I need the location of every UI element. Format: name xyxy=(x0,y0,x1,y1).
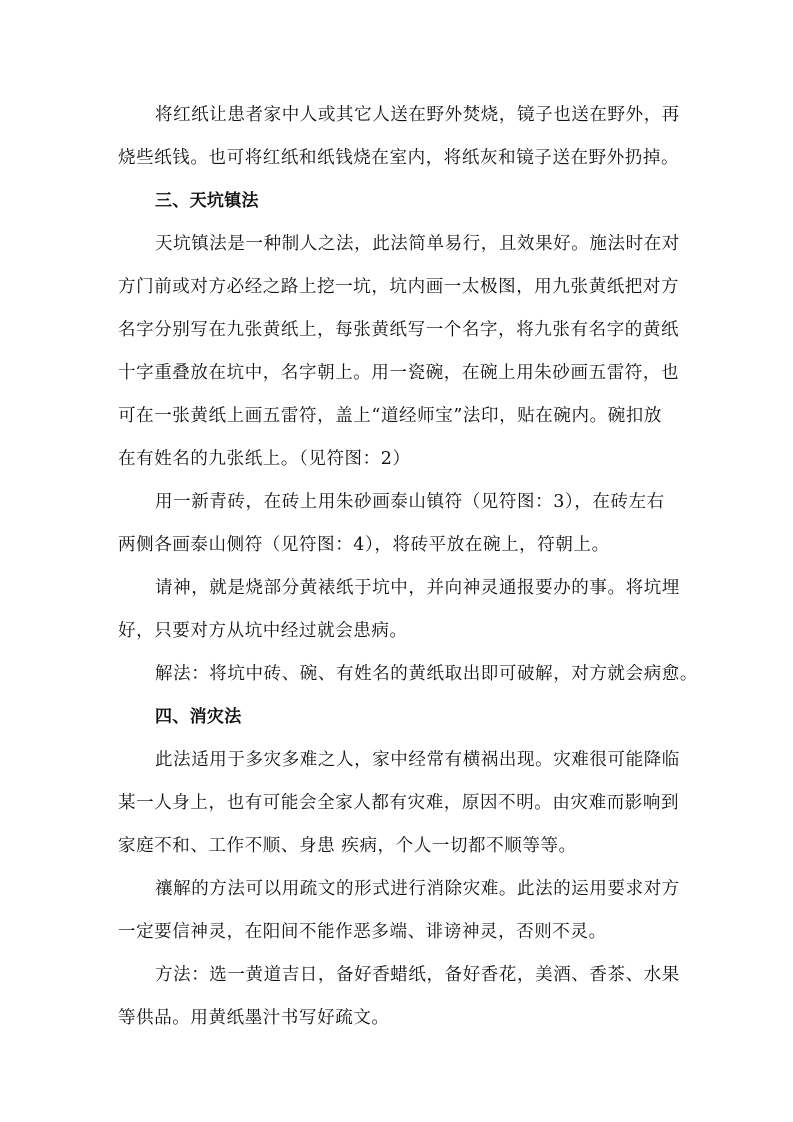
paragraph-line: 将红纸让患者家中人或其它人送在野外焚烧，镜子也送在野外，再 xyxy=(155,105,680,125)
paragraph-line: 十字重叠放在坑中，名字朝上。用一瓷碗，在碗上用朱砂画五雷符，也 xyxy=(118,363,680,383)
paragraph-line: 好，只要对方从坑中经过就会患病。 xyxy=(118,621,408,641)
paragraph-line: 此法适用于多灾多难之人，家中经常有横祸出现。灾难很可能降临 xyxy=(155,750,680,770)
paragraph-line: 某一人身上，也有可能会全家人都有灾难，原因不明。由灾难而影响到 xyxy=(118,793,680,813)
section-heading: 三、天坑镇法 xyxy=(155,191,259,211)
paragraph-line: 在有姓名的九张纸上。（见符图：2） xyxy=(118,449,411,469)
paragraph-line: 两侧各画泰山侧符（见符图：4），将砖平放在碗上，符朝上。 xyxy=(118,535,610,555)
paragraph-line: 名字分别写在九张黄纸上，每张黄纸写一个名字，将九张有名字的黄纸 xyxy=(118,320,680,340)
paragraph-line: 请神，就是烧部分黄裱纸于坑中，并向神灵通报要办的事。将坑埋 xyxy=(155,578,680,598)
section-heading: 四、消灾法 xyxy=(155,707,242,727)
paragraph-line: 禳解的方法可以用疏文的形式进行消除灾难。此法的运用要求对方 xyxy=(155,879,680,899)
paragraph-line: 方门前或对方必经之路上挖一坑，坑内画一太极图，用九张黄纸把对方 xyxy=(118,277,680,297)
paragraph-line: 天坑镇法是一种制人之法，此法简单易行，且效果好。施法时在对 xyxy=(155,234,680,254)
paragraph-line: 用一新青砖，在砖上用朱砂画泰山镇符（见符图：3），在砖左右 xyxy=(155,492,665,512)
paragraph-line: 等供品。用黄纸墨汁书写好疏文。 xyxy=(118,1008,390,1028)
paragraph-line: 一定要信神灵，在阳间不能作恶多端、诽谤神灵，否则不灵。 xyxy=(118,922,607,942)
paragraph-line: 解法：将坑中砖、碗、有姓名的黄纸取出即可破解，对方就会病愈。 xyxy=(155,664,698,684)
paragraph-line: 家庭不和、工作不顺、身患 疾病，个人一切都不顺等等。 xyxy=(118,836,577,856)
paragraph-line: 方法：选一黄道吉日，备好香蜡纸，备好香花，美酒、香茶、水果 xyxy=(155,965,680,985)
paragraph-line: 烧些纸钱。也可将红纸和纸钱烧在室内，将纸灰和镜子送在野外扔掉。 xyxy=(118,148,680,168)
paragraph-line: 可在一张黄纸上画五雷符，盖上“道经师宝”法印，贴在碗内。碗扣放 xyxy=(118,406,662,426)
